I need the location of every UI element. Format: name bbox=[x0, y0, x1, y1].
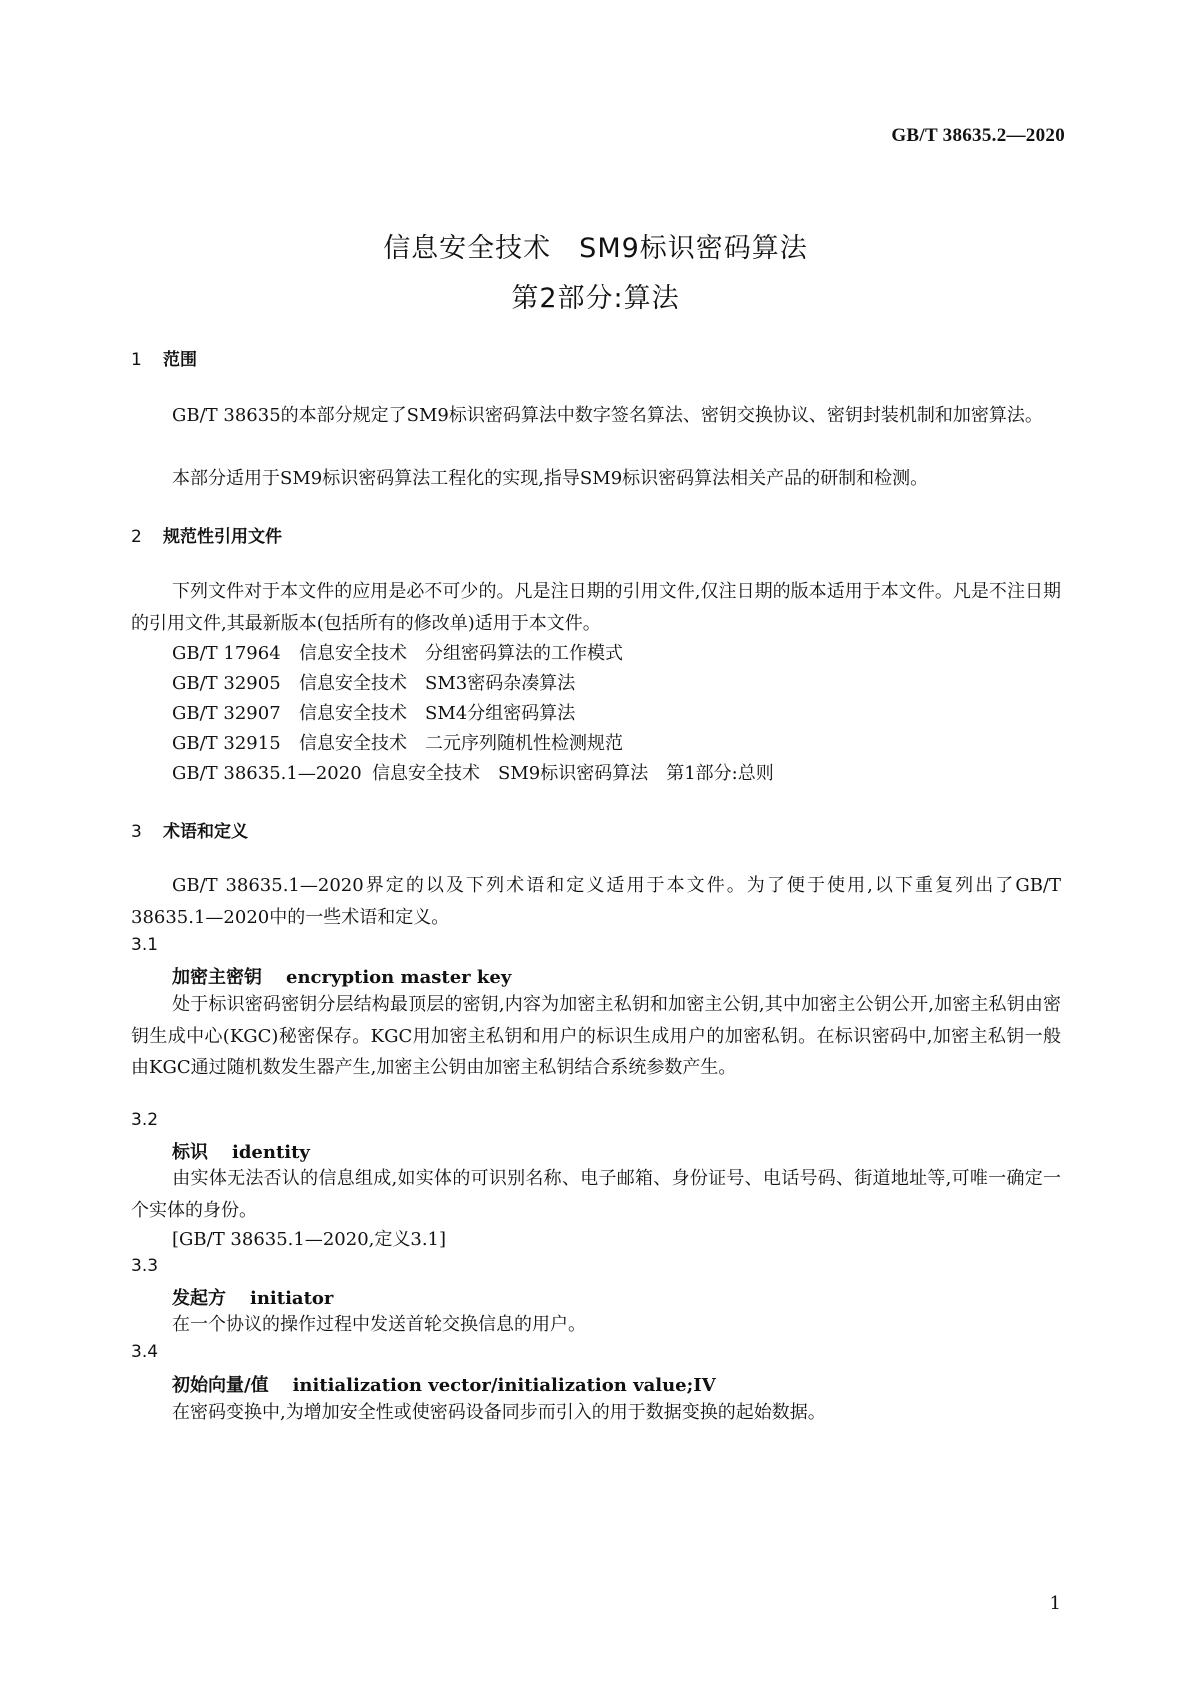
reference-item bbox=[172, 729, 623, 755]
paragraph-text: 在一个协议的操作过程中发送首轮交换信息的用户。 bbox=[172, 1314, 586, 1335]
term-zh: 加密主密钥 bbox=[172, 967, 262, 988]
term-heading bbox=[172, 963, 511, 989]
reference-code: GB/T 38635.1—2020 bbox=[172, 763, 362, 784]
reference-item bbox=[172, 639, 623, 665]
term-definition bbox=[131, 1163, 1061, 1226]
scope-paragraph-1 bbox=[131, 400, 1061, 432]
document-subtitle: 第2部分:算法 bbox=[511, 283, 680, 314]
paragraph-text: 本部分适用于SM9标识密码算法工程化的实现,指导SM9标识密码算法相关产品的研制和检测。 bbox=[172, 468, 929, 489]
term-source: [GB/T 38635.1—2020,定义3.1] bbox=[172, 1229, 447, 1250]
document-title: 信息安全技术 SM9标识密码算法 bbox=[383, 233, 808, 264]
section-heading-terms bbox=[131, 817, 248, 842]
section-number: 1 bbox=[131, 350, 142, 370]
reference-title: 信息安全技术 二元序列随机性检测规范 bbox=[299, 733, 623, 754]
reference-code: GB/T 32905 bbox=[172, 673, 281, 694]
section-heading-normative-references bbox=[131, 522, 282, 547]
term-zh: 标识 bbox=[172, 1142, 208, 1163]
term-en: initiator bbox=[250, 1288, 334, 1309]
paragraph-text: GB/T 38635.1—2020界定的以及下列术语和定义适用于本文件。为了便于使用,以下重复列出了GB/T 38635.1—2020中的一些术语和定义。 bbox=[131, 875, 1061, 928]
term-number: 3.4 bbox=[131, 1342, 159, 1362]
term-number: 3.2 bbox=[131, 1110, 159, 1130]
term-definition bbox=[131, 989, 1061, 1084]
reference-title: 信息安全技术 SM9标识密码算法 第1部分:总则 bbox=[372, 763, 774, 784]
term-number: 3.3 bbox=[131, 1256, 159, 1276]
term-zh: 发起方 bbox=[172, 1288, 226, 1309]
section-number: 2 bbox=[131, 527, 142, 547]
section-title: 范围 bbox=[163, 350, 197, 370]
paragraph-text: 在密码变换中,为增加安全性或使密码设备同步而引入的用于数据变换的起始数据。 bbox=[172, 1402, 826, 1423]
reference-code: GB/T 32915 bbox=[172, 733, 281, 754]
term-heading bbox=[172, 1371, 716, 1397]
term-definition bbox=[131, 1397, 1061, 1429]
paragraph-text: 处于标识密码密钥分层结构最顶层的密钥,内容为加密主私钥和加密主公钥,其中加密主公钥公开,加密主私钥由密钥生成中心(KGC)秘密保存。KGC用加密主私钥和用户的标识生成用户的加密私钥。在标识密码中,加密主私钥一般由KGC通过随机数发生器产生,加密主公钥由加密主私钥结合系统参数产生。 bbox=[131, 994, 1061, 1078]
standard-number: GB/T 38635.2—2020 bbox=[891, 125, 1065, 146]
reference-code: GB/T 17964 bbox=[172, 643, 281, 664]
term-number: 3.1 bbox=[131, 935, 159, 955]
term-en: encryption master key bbox=[286, 967, 512, 988]
scope-paragraph-2 bbox=[131, 463, 1061, 495]
section-heading-scope bbox=[131, 345, 197, 370]
section-number: 3 bbox=[131, 822, 142, 842]
reference-title: 信息安全技术 分组密码算法的工作模式 bbox=[299, 643, 623, 664]
paragraph-text: GB/T 38635的本部分规定了SM9标识密码算法中数字签名算法、密钥交换协议、密钥封装机制和加密算法。 bbox=[172, 405, 1043, 426]
reference-code: GB/T 32907 bbox=[172, 703, 281, 724]
term-heading bbox=[172, 1138, 310, 1164]
term-en: identity bbox=[232, 1142, 310, 1163]
section-title: 规范性引用文件 bbox=[163, 527, 282, 547]
section-title: 术语和定义 bbox=[163, 822, 248, 842]
reference-item bbox=[172, 669, 575, 695]
term-zh: 初始向量/值 bbox=[172, 1375, 269, 1396]
reference-title: 信息安全技术 SM4分组密码算法 bbox=[299, 703, 576, 724]
normative-intro bbox=[131, 576, 1061, 639]
terms-intro bbox=[131, 870, 1061, 933]
reference-item bbox=[172, 699, 575, 725]
page-number: 1 bbox=[1049, 1593, 1061, 1614]
paragraph-text: 下列文件对于本文件的应用是必不可少的。凡是注日期的引用文件,仅注日期的版本适用于本文件。凡是不注日期的引用文件,其最新版本(包括所有的修改单)适用于本文件。 bbox=[131, 581, 1061, 634]
reference-title: 信息安全技术 SM3密码杂凑算法 bbox=[299, 673, 576, 694]
term-en: initialization vector/initialization value;IV bbox=[292, 1375, 716, 1396]
reference-item bbox=[172, 759, 774, 785]
term-heading bbox=[172, 1284, 333, 1310]
term-definition bbox=[131, 1309, 1061, 1341]
paragraph-text: 由实体无法否认的信息组成,如实体的可识别名称、电子邮箱、身份证号、电话号码、街道地址等,可唯一确定一个实体的身份。 bbox=[131, 1168, 1061, 1221]
